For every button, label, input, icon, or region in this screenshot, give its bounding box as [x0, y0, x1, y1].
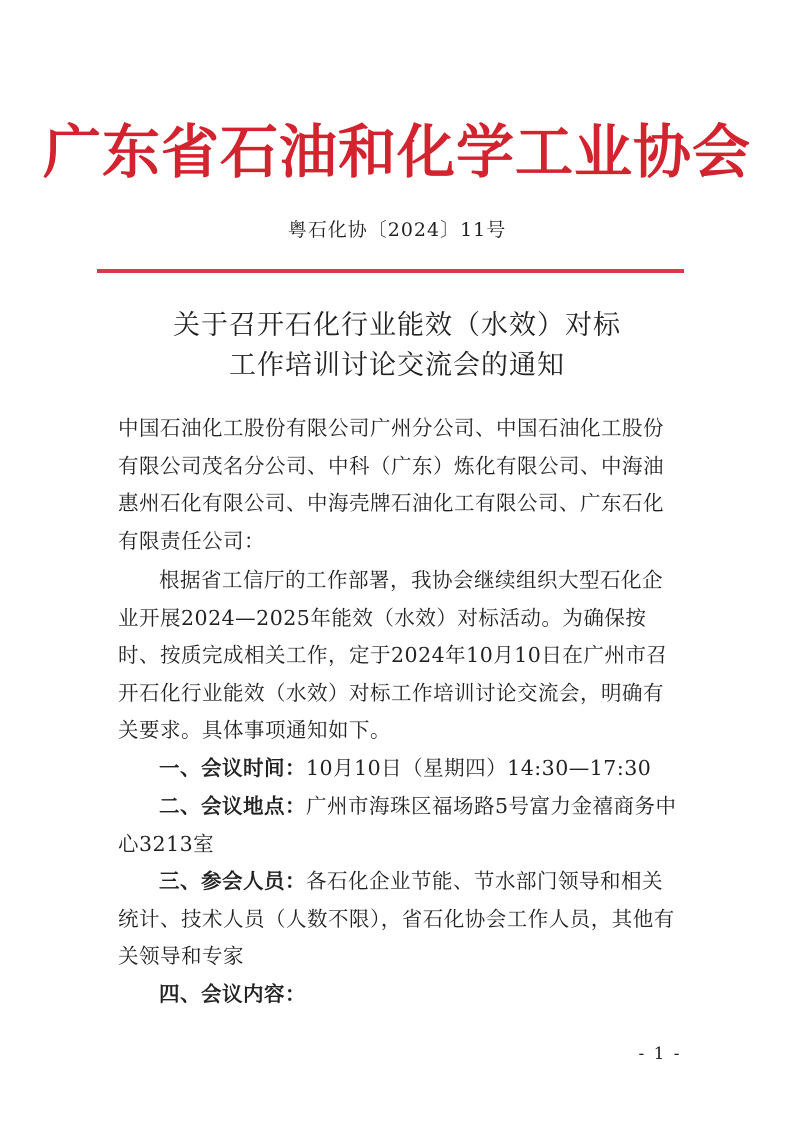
page-number: - 1 -: [638, 1044, 682, 1064]
meeting-place-value: 广州市海珠区福场路5号富力金禧商务中心3213室: [118, 794, 677, 856]
attendees-item: [118, 863, 680, 976]
notice-title-line-1: 关于召开石化行业能效（水效）对标: [173, 310, 621, 341]
addressee-list: 中国石油化工股份有限公司广州分公司、中国石油化工股份有限公司茂名分公司、中科（广东）炼化有限公司、中海油惠州石化有限公司、中海壳牌石油化工有限公司、广东石化有限责任公司：: [118, 416, 664, 553]
document-number: 粤石化协〔2024〕11号: [287, 219, 507, 241]
intro-paragraph: 根据省工信厅的工作部署，我协会继续组织大型石化企业开展2024—2025年能效（水效）对标活动。为确保按时、按质完成相关工作，定于2024年10月10日在广州市召开石化行业能效（水效）对标工作培训讨论交流会，明确有关要求。具体事项通知如下。: [118, 568, 668, 742]
meeting-time-value: 10月10日（星期四）14:30—17:30: [306, 756, 652, 780]
meeting-place-label: 二、会议地点：: [159, 794, 306, 818]
attendees-label: 三、参会人员：: [159, 869, 306, 893]
meeting-content-item: [118, 976, 680, 1014]
meeting-time-item: [118, 750, 680, 788]
meeting-content-label: 四、会议内容：: [159, 982, 306, 1006]
red-divider-rule: [97, 269, 684, 273]
meeting-time-label: 一、会议时间：: [159, 756, 306, 780]
notice-title-line-2: 工作培训讨论交流会的通知: [229, 350, 565, 381]
attendees-value: 各石化企业节能、节水部门领导和相关统计、技术人员（人数不限），省石化协会工作人员，其他有关领导和专家: [118, 869, 675, 968]
letterhead-org-name: 广东省石油和化学工业协会: [42, 118, 751, 186]
meeting-place-item: [118, 788, 680, 863]
